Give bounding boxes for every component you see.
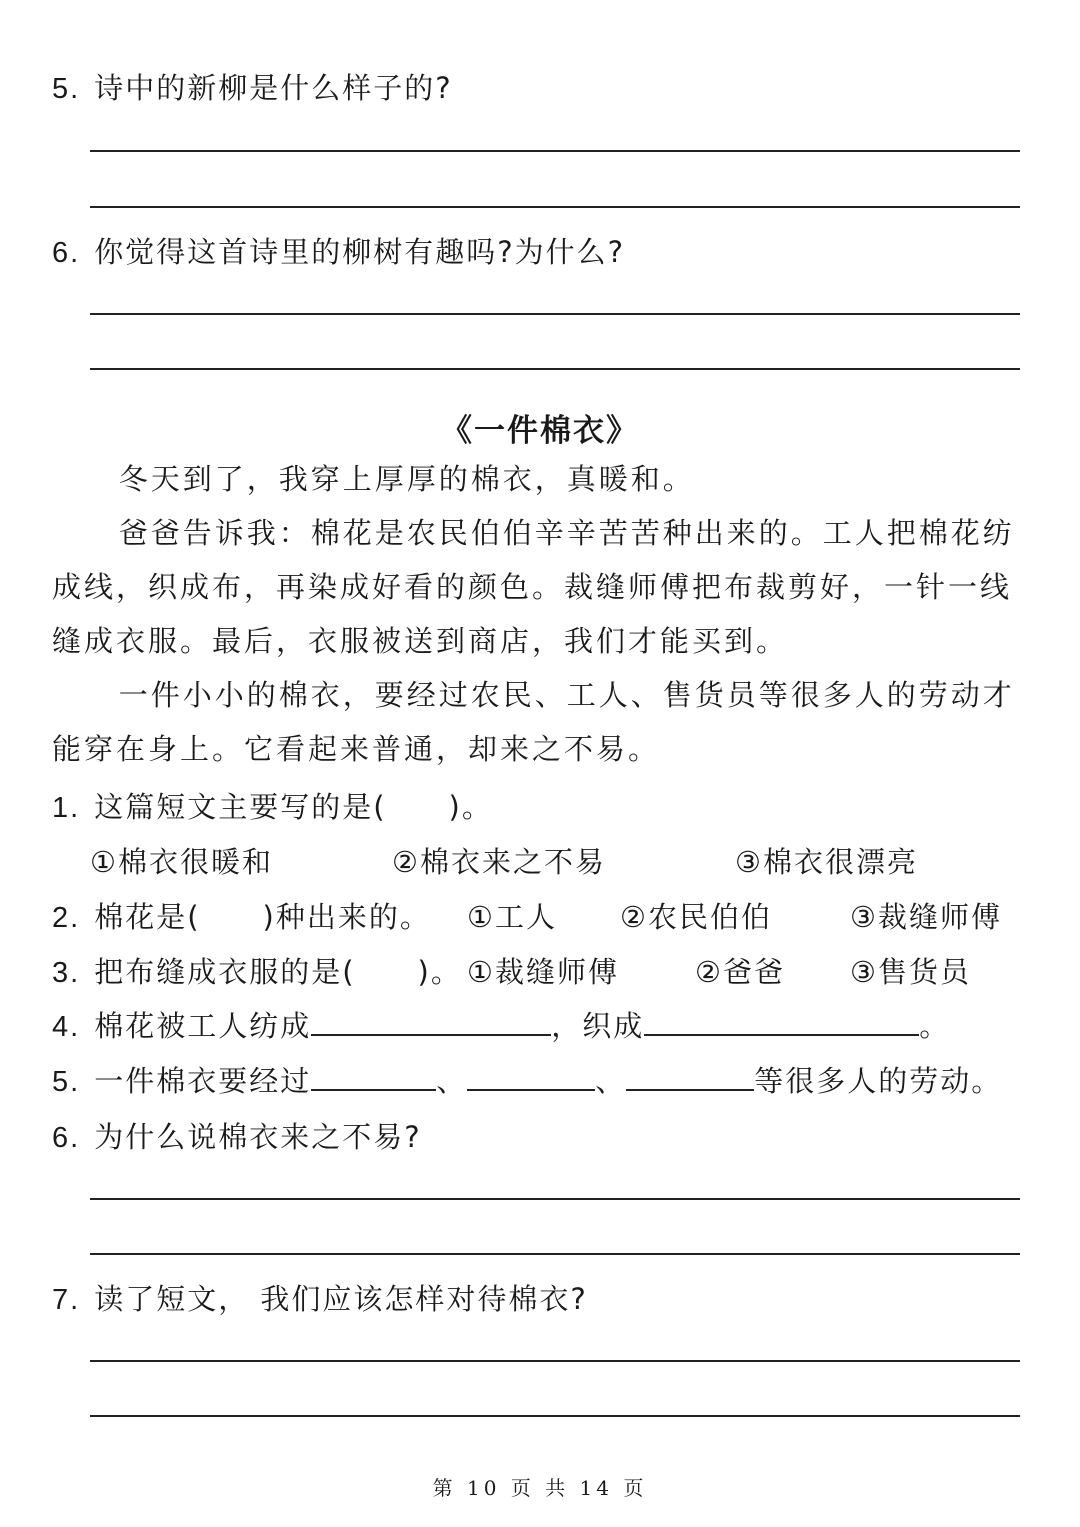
answer-line[interactable] [90,1253,1020,1255]
fill-blank[interactable] [644,1008,919,1036]
question-number: 1. [52,792,81,824]
option-3-2[interactable]: ②爸爸 [695,955,785,989]
fill-blank[interactable] [311,1063,436,1091]
option-2-3[interactable]: ③裁缝师傅 [850,900,1002,934]
question-6 [52,1115,422,1156]
question-text: 诗中的新柳是什么样子的? [94,71,453,105]
option-2-1[interactable]: ①工人 [467,900,557,934]
separator: 、 [436,1064,468,1098]
question-5 [52,1059,1002,1100]
question-3 [52,950,462,991]
passage-title: 《一件棉衣》 [441,413,639,449]
question-6-top [52,230,625,271]
paragraph-3: 一件小小的棉衣，要经过农民、工人、售货员等很多人的劳动才能穿在身上。它看起来普通，却来之不易。 [52,678,1015,766]
question-7 [52,1277,588,1318]
question-number: 7. [52,1284,81,1316]
question-number: 3. [52,957,81,989]
option-3-1[interactable]: ①裁缝师傅 [467,955,619,989]
question-text: 把布缝成衣服的是( )。 [94,955,462,989]
question-text: 你觉得这首诗里的柳树有趣吗?为什么? [94,235,625,269]
question-number: 5. [52,73,81,105]
option-1-3[interactable]: ③棉衣很漂亮 [735,845,918,879]
paragraph-2: 爸爸告诉我：棉花是农民伯伯辛辛苦苦种出来的。工人把棉花纺成线，织成布，再染成好看的颜色。裁缝师傅把布裁剪好，一针一线缝成衣服。最后，衣服被送到商店，我们才能买到。 [52,516,1015,658]
page-footer: 第 10 页 共 14 页 [432,1476,648,1500]
question-text-c: 。 [919,1009,951,1043]
question-number: 6. [52,1122,81,1154]
fill-blank[interactable] [626,1063,754,1091]
answer-line[interactable] [90,1415,1020,1417]
question-5-top [52,66,453,107]
question-text: 为什么说棉衣来之不易? [94,1120,422,1154]
question-text: 这篇短文主要写的是( )。 [94,790,493,824]
question-1 [52,785,493,826]
paragraph-1: 冬天到了，我穿上厚厚的棉衣，真暖和。 [118,462,695,496]
answer-line[interactable] [90,313,1020,315]
question-number: 6. [52,237,81,269]
question-number: 5. [52,1066,81,1098]
question-number: 2. [52,902,81,934]
question-text: 读了短文， 我们应该怎样对待棉衣? [94,1282,588,1316]
question-2 [52,895,431,936]
answer-line[interactable] [90,1198,1020,1200]
fill-blank[interactable] [311,1008,551,1036]
option-3-3[interactable]: ③售货员 [850,955,971,989]
separator: 、 [595,1064,627,1098]
question-4 [52,1004,950,1045]
answer-line[interactable] [90,368,1020,370]
question-text-b: ，织成 [551,1009,645,1043]
answer-line[interactable] [90,206,1020,208]
question-text-b: 等很多人的劳动。 [754,1064,1003,1098]
option-2-2[interactable]: ②农民伯伯 [620,900,772,934]
question-text-a: 一件棉衣要经过 [94,1064,312,1098]
option-1-1[interactable]: ①棉衣很暖和 [90,845,273,879]
answer-line[interactable] [90,150,1020,152]
question-text-a: 棉花被工人纺成 [94,1009,312,1043]
question-number: 4. [52,1011,81,1043]
option-1-2[interactable]: ②棉衣来之不易 [392,845,606,879]
answer-line[interactable] [90,1360,1020,1362]
question-text: 棉花是( )种出来的。 [94,900,431,934]
fill-blank[interactable] [467,1063,595,1091]
